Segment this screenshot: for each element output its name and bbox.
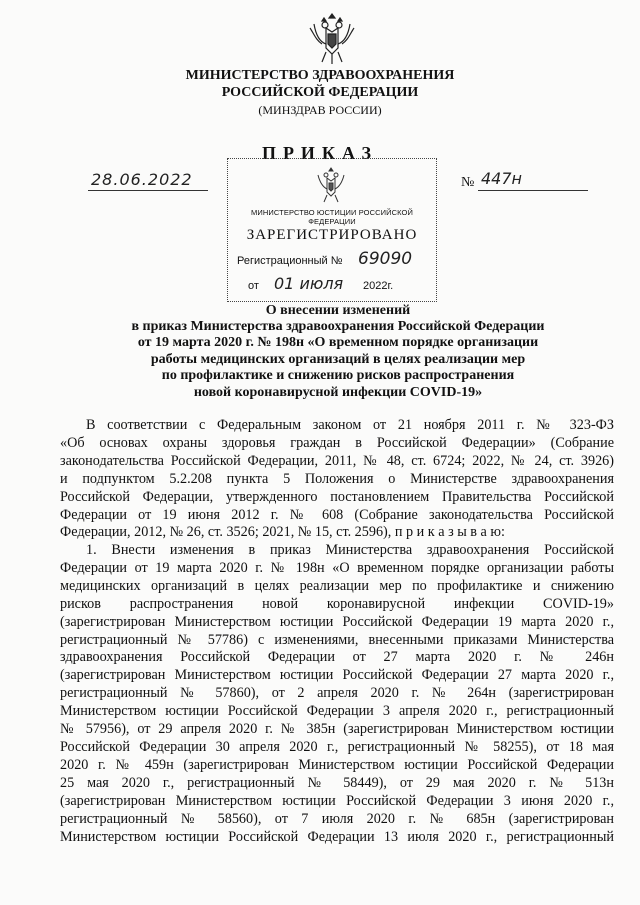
paragraph-line: Российской Федерации 30 апреля 2020 г., регистрационный № 58255), от 18 мая bbox=[60, 738, 614, 755]
paragraph-line: Министерством юстиции Российской Федерации 3 апреля 2020 г., регистрационный bbox=[60, 703, 614, 720]
order-date: 28.06.2022 bbox=[91, 170, 193, 189]
paragraph-line: (зарегистрирован Министерством юстиции Российской Федерации 3 июня 2020 г., bbox=[60, 792, 614, 809]
paragraph-line: и подпунктом 5.2.208 пункта 5 Положения о Министерстве здравоохранения bbox=[60, 470, 614, 487]
stamp-regnum-label: Регистрационный № bbox=[237, 255, 343, 267]
title-line: О внесении изменений bbox=[265, 303, 411, 318]
stamp-ministry-text: МИНИСТЕРСТВО ЮСТИЦИИ РОССИЙСКОЙ ФЕДЕРАЦИИ bbox=[251, 208, 413, 226]
paragraph-line: 1. Внести изменения в приказ Министерства здравоохранения Российской bbox=[86, 542, 614, 558]
paragraph-line: Министерством юстиции Российской Федерации 13 июля 2020 г., регистрационный bbox=[60, 828, 614, 845]
stamp-emblem-icon bbox=[314, 165, 348, 205]
ministry-name-line1: МИНИСТЕРСТВО ЗДРАВООХРАНЕНИЯ bbox=[185, 68, 455, 83]
ministry-name-line2: РОССИЙСКОЙ ФЕДЕРАЦИИ bbox=[221, 85, 419, 100]
paragraph-line: регистрационный № 57860), от 2 апреля 2020 г. № 264н (зарегистрирован bbox=[60, 685, 614, 702]
paragraph-line: здравоохранения Российской Федерации от 27 марта 2020 г. № 246н bbox=[60, 649, 614, 666]
body-paragraph-2 bbox=[60, 542, 614, 846]
body-paragraph-1 bbox=[60, 417, 614, 542]
order-number-label: № bbox=[461, 175, 475, 190]
number-underline bbox=[478, 190, 588, 191]
title-line: от 19 марта 2020 г. № 198н «О временном порядке организации bbox=[137, 335, 539, 350]
ministry-abbreviation: (МИНЗДРАВ РОССИИ) bbox=[258, 103, 382, 117]
stamp-reg-date: 01 июля bbox=[274, 274, 344, 293]
registration-stamp bbox=[227, 158, 437, 302]
title-line: по профилактике и снижению рисков распространения bbox=[161, 368, 515, 383]
paragraph-line: Федерации от 19 марта 2020 г. № 198н «О временном порядке организации работы bbox=[60, 559, 614, 576]
paragraph-line: В соответствии с Федеральным законом от 21 ноября 2011 г. № 323-ФЗ bbox=[86, 417, 614, 433]
stamp-from-label: от bbox=[248, 280, 259, 292]
paragraph-line: Российской Федерации, утвержденного постановлением Правительства Российской bbox=[60, 488, 614, 505]
date-underline bbox=[88, 190, 208, 191]
paragraph-line: законодательства Российской Федерации, 2011, № 48, ст. 6724; 2022, № 24, ст. 3926) bbox=[60, 452, 614, 469]
paragraph-line: Федерации, 2012, № 26, ст. 3526; 2021, № 15, ст. 2596), п р и к а з ы в а ю: bbox=[60, 524, 505, 541]
paragraph-line: Федерации от 19 июня 2012 г. № 608 (Собрание законодательства Российской bbox=[60, 506, 614, 523]
title-line: работы медицинских организаций в целях реализации мер bbox=[150, 352, 526, 367]
paragraph-line: (зарегистрирован Министерством юстиции Российской Федерации 27 марта 2020 г., bbox=[60, 667, 614, 684]
paragraph-line: медицинских организаций в целях реализации мер по профилактике и снижению bbox=[60, 577, 614, 594]
document-type-heading: ПРИКАЗ bbox=[261, 143, 379, 163]
paragraph-line: 2020 г. № 459н (зарегистрирован Министерством юстиции Российской Федерации bbox=[60, 756, 614, 773]
order-number: 447н bbox=[481, 169, 522, 188]
paragraph-line: (зарегистрирован Министерством юстиции Российской Федерации 19 марта 2020 г., bbox=[60, 613, 614, 630]
stamp-regnum: 69090 bbox=[358, 249, 413, 269]
stamp-year: 2022г. bbox=[363, 280, 394, 292]
paragraph-line: регистрационный № 58560), от 7 июля 2020 г. № 685н (зарегистрирован bbox=[60, 810, 614, 827]
paragraph-line: «Об основах охраны здоровья граждан в Российской Федерации» (Собрание bbox=[60, 434, 614, 451]
stamp-status: ЗАРЕГИСТРИРОВАНО bbox=[246, 227, 418, 243]
title-line: в приказ Министерства здравоохранения Российской Федерации bbox=[131, 319, 545, 334]
paragraph-line: рисков распространения новой коронавирусной инфекции COVID-19» bbox=[60, 595, 614, 612]
paragraph-line: 25 мая 2020 г., регистрационный № 58449), от 29 мая 2020 г. № 513н bbox=[60, 774, 614, 791]
paragraph-line: регистрационный № 57786) с изменениями, внесенными приказами Министерства bbox=[60, 631, 614, 648]
coat-of-arms-icon bbox=[306, 8, 358, 66]
paragraph-line: № 57956), от 29 апреля 2020 г. № 385н (зарегистрирован Министерством юстиции bbox=[60, 721, 614, 738]
title-line: новой коронавирусной инфекции COVID-19» bbox=[193, 385, 483, 400]
